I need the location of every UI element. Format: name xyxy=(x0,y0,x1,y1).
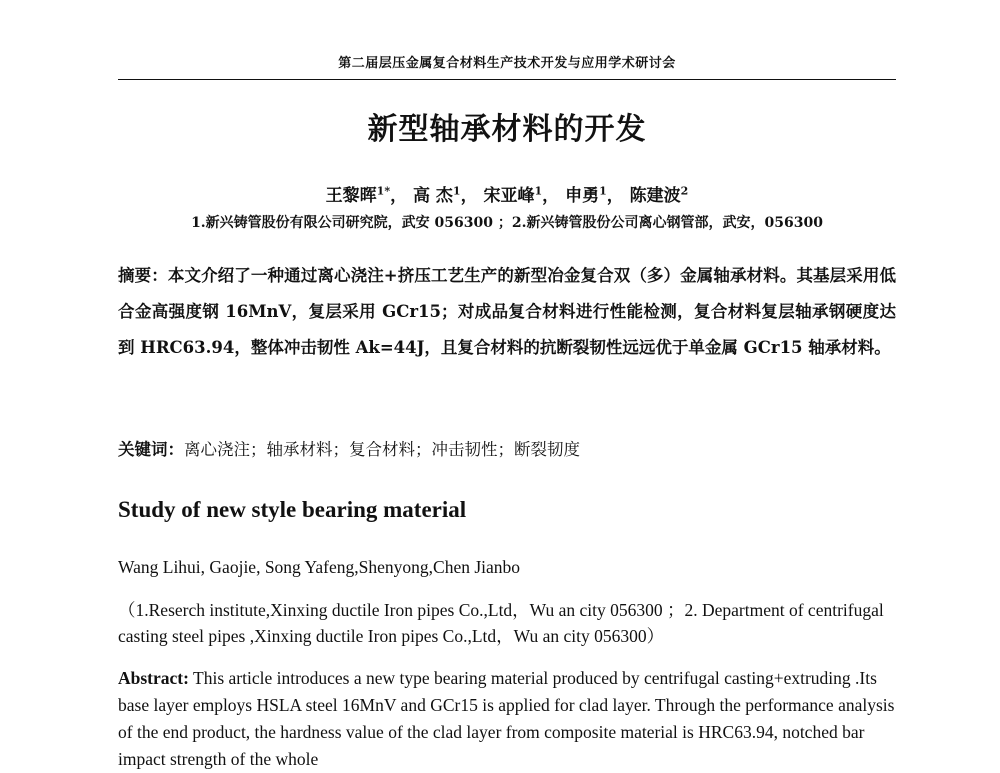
author: 申勇$^1$， xyxy=(565,184,624,206)
chinese-authors xyxy=(118,181,896,206)
chinese-abstract xyxy=(118,258,896,366)
chinese-keywords xyxy=(118,436,896,464)
chinese-abstract-label: 摘要： xyxy=(118,266,168,285)
english-title: Study of new style bearing material xyxy=(118,497,467,522)
english-authors: Wang Lihui, Gaojie, Song Yafeng,Shenyong,Chen Jianbo xyxy=(118,557,521,577)
author: 陈建波$^2$ xyxy=(629,184,689,206)
english-abstract-label: Abstract: xyxy=(118,668,189,688)
chinese-title: 新型轴承材料的开发 xyxy=(367,112,647,147)
chinese-keywords-label: 关键词： xyxy=(118,440,184,459)
author: 高 杰$^1$， xyxy=(413,184,478,206)
chinese-keywords-text: 离心浇注；轴承材料；复合材料；冲击韧性；断裂韧度 xyxy=(184,440,580,459)
english-abstract xyxy=(118,665,896,773)
chinese-affiliation: 1.新兴铸管股份有限公司研究院，武安 056300 ；2.新兴铸管股份公司离心钢管部，武安，056300 xyxy=(191,215,823,231)
running-header: 第二届层压金属复合材料生产技术开发与应用学术研讨会 xyxy=(338,56,676,71)
header-rule xyxy=(118,79,896,80)
chinese-abstract-text: 本文介绍了一种通过离心浇注+挤压工艺生产的新型冶金复合双（多）金属轴承材料。其基层采用低合金高强度钢 16MnV，复层采用 GCr15；对成品复合材料进行性能检测，复合材料复层轴承钢硬度达到 HRC63.94，整体冲击韧性 Ak=44J，且复合材料的抗断裂韧性远远优于单金属 GCr15 轴承材料。 xyxy=(118,266,897,357)
english-abstract-text: This article introduces a new type bearing material produced by centrifugal casting+extruding .Its base layer employs HSLA steel 16MnV and GCr15 is applied for clad layer. Through the performance analysis of the end product, the hardness value of the clad layer from composite material is HRC63.94, notched bar impact strength of the whole xyxy=(118,668,895,769)
author: 王黎晖$^{1*}$， xyxy=(325,184,408,206)
english-affiliation: （1.Reserch institute,Xinxing ductile Iron pipes Co.,Ltd，Wu an city 056300 ；2. Department of centrifugal casting steel pipes ,Xinxing ductile Iron pipes Co.,Ltd，Wu an city 056300） xyxy=(118,600,884,646)
author: 宋亚峰$^1$， xyxy=(483,184,560,206)
